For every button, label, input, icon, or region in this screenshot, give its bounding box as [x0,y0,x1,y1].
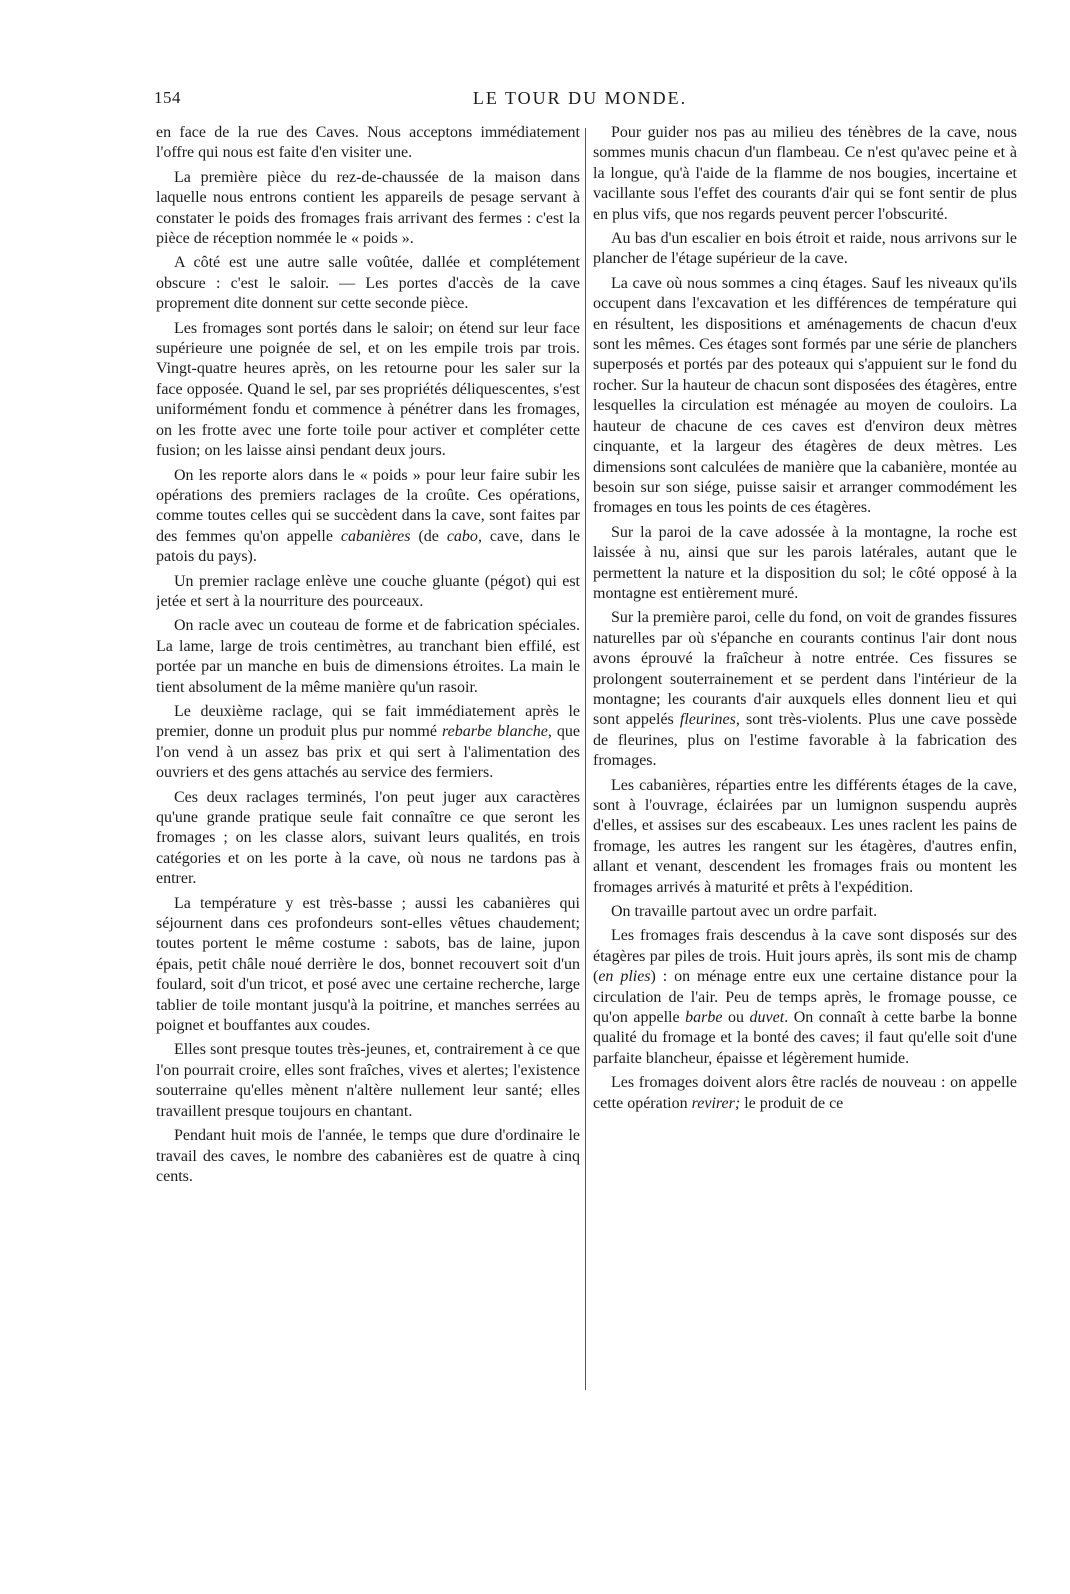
text-run: ) : on ménage entre eux une certaine distance pour la circulation de l'air. Peu de temps après, le fromage pousse, ce qu'on appelle [593,968,1017,1027]
running-title: LE TOUR DU MONDE. [472,88,688,108]
text-run: , que l'on vend à un assez bas prix et qui sert à l'alimentation des ouvriers et des gens attachés au service des fermiers. [156,723,580,782]
paragraph: Sur la paroi de la cave adossée à la montagne, la roche est laissée à nu, ainsi que sur les parois latérales, autant que le permettent la nature et la disposition du sol; le côté opposé à la montagne est entièrement muré. [593,523,1017,602]
paragraph [593,1073,1017,1114]
paragraph: Les fromages sont portés dans le saloir; on étend sur leur face supérieure une poignée de sel, et on les empile trois par trois. Vingt-quatre heures après, on les retourne pour les saler sur la face opposée. Quand le sel, par ses propriétés déliquescentes, s'est uniformément fondu et commence à pénétrer dans les fromages, on les frotte avec une forte toile pour activer et compléter cette fusion; on les laisse ainsi pendant deux jours. [156,319,580,460]
paragraph: Ces deux raclages terminés, l'on peut juger aux caractères qu'une grande pratique seule fait connaître ce que seront les fromages ; on les classe alors, suivant leurs qualités, en trois catégories et on les porte à la cave, où nous ne tardons pas à entrer. [156,788,580,888]
right-column [593,123,1017,1563]
paragraph: Les cabanières, réparties entre les différents étages de la cave, sont à l'ouvrage, éclairées par un lumignon suspendu auprès d'elles, et assises sur des escabeaux. Les unes raclent les pains de fromage, les autres les rangent sur les étagères, d'autres enfin, allant et venant, descendent les fromages frais ou montent les fromages arrivés à maturité et prêts à l'expédition. [593,776,1017,896]
text-run: On les reporte alors dans le « poids » pour leur faire subir les opérations des premiers raclages de la croûte. Ces opérations, comme toutes celles qui se succèdent dans la cave, sont faites par des femmes qu'on appelle [156,466,580,545]
page-number: 154 [154,88,181,107]
column-divider [585,128,586,1390]
text-run: Les fromages doivent alors être raclés de nouveau : on appelle cette opération [593,1074,1017,1112]
text-run: (de [410,527,447,545]
paragraph: La première pièce du rez-de-chaussée de la maison dans laquelle nous entrons contient les appareils de pesage servant à constater le poids des fromages frais arrivant des fermes : c'est la pièce de réception nommée le « poids ». [156,168,580,248]
paragraph: La cave où nous sommes a cinq étages. Sauf les niveaux qu'ils occupent dans l'excavation et les différences de température qui en résultent, les dispositions et aménagements de chacun d'eux sont les mêmes. Ces étages sont formés par une série de planchers superposés et portés par des poteaux qui s'appuient sur le fond du rocher. Sur la hauteur de chacun sont disposées des étagères, entre lesquelles la circulation est ménagée au moyen de couloirs. La hauteur de chacune de ces caves est d'environ deux mètres cinquante, et la largeur des étagères de deux mètres. Les dimensions sont calculées de manière que la cabanière, montée au besoin sur son siége, puisse saisir et arranger commodément les fromages en tous les points de ces étagères. [593,274,1017,517]
italic-term: fleurines [679,711,736,729]
paragraph: Elles sont presque toutes très-jeunes, et, contrairement à ce que l'on pourrait croire, elles sont fraîches, vives et alertes; l'existence souterraine qu'elles mènent n'altère nullement leur santé; elles travaillent presque toujours en chantant. [156,1041,580,1120]
text-run: , sont très-violents. Plus une cave possède de fleurines, plus on l'estime favorable à la fabrication des fromages. [593,711,1017,770]
paragraph [156,466,580,568]
italic-term: barbe [685,1009,723,1027]
paragraph: en face de la rue des Caves. Nous acceptons immédiatement l'offre qui nous est faite d'en visiter une. [156,124,580,162]
text-run: ou [722,1009,750,1027]
italic-term: rebarbe blanche [442,723,548,741]
text-run: Sur la première paroi, celle du fond, on voit de grandes fissures naturelles par où s'épanche en courants continus l'air dont nous avons éprouvé la fraîcheur à notre entrée. Ces fissures se prolongent souterrainement et se perdent dans l'intérieur de la montagne; les courants d'air auxquels elles donnent lieu et qui sont appelés [593,609,1017,729]
paragraph: A côté est une autre salle voûtée, dallée et complétement obscure : c'est le saloir. — Les portes d'accès de la cave proprement dite donnent sur cette seconde pièce. [156,254,580,313]
italic-term: en plies [598,968,651,986]
page-header [154,88,1006,114]
paragraph: Pour guider nos pas au milieu des ténèbres de la cave, nous sommes munis chacun d'un flambeau. Ce n'est qu'avec peine et à la longue, qu'à l'aide de la flamme de nos bougies, incertaine et vacillante sous l'effet des courants d'air qui se font sentir de plus en plus vifs, que nos regards peuvent percer l'obscurité. [593,124,1017,223]
paragraph: On travaille partout avec un ordre parfait. [611,903,878,921]
italic-term: cabo [446,527,478,545]
paragraph: Un premier raclage enlève une couche gluante (pégot) qui est jetée et sert à la nourriture des pourceaux. [156,572,580,610]
left-column [156,123,580,1563]
paragraph: On racle avec un couteau de forme et de fabrication spéciales. La lame, large de trois centimètres, au tranchant bien effilé, est portée par un manche en buis de dimensions étroites. La main le tient absolument de la même manière qu'un rasoir. [156,617,580,696]
text-run: Le deuxième raclage, qui se fait immédiatement après le premier, donne un produit plus pur nommé [156,702,580,741]
italic-term: duvet [749,1009,785,1027]
paragraph [593,926,1017,1069]
text-run: , cave, dans le patois du pays). [156,527,580,566]
paragraph: La température y est très-basse ; aussi les cabanières qui séjournent dans ces profondeurs sont-elles vêtues chaudement; toutes portent le même costume : sabots, bas de laine, jupon épais, petit châle noué derrière le dos, bonnet recouvert soit d'un foulard, soit d'un tricot, et posé avec une certaine recherche, large tablier de toile montant jusqu'à la poitrine, et manches serrées au poignet et bouffantes aux coudes. [156,894,580,1035]
paragraph: Au bas d'un escalier en bois étroit et raide, nous arrivons sur le plancher de l'étage supérieur de la cave. [593,230,1017,268]
italic-term: cabanières [340,527,411,545]
paragraph: Pendant huit mois de l'année, le temps que dure d'ordinaire le travail des caves, le nombre des cabanières est de quatre à cinq cents. [156,1127,580,1185]
paragraph [156,702,580,784]
text-run: . On connaît à cette barbe la bonne qualité du fromage et la bonté des caves; il faut qu'elle soit d'une parfaite blancheur, épaisse et légèrement humide. [593,1009,1017,1067]
italic-term: revirer; [691,1094,741,1112]
text-run: Les fromages frais descendus à la cave sont disposés sur des étagères par piles de trois. Huit jours après, ils sont mis de champ ( [593,927,1017,986]
text-run: le produit de ce [740,1094,844,1112]
paragraph [593,608,1017,771]
